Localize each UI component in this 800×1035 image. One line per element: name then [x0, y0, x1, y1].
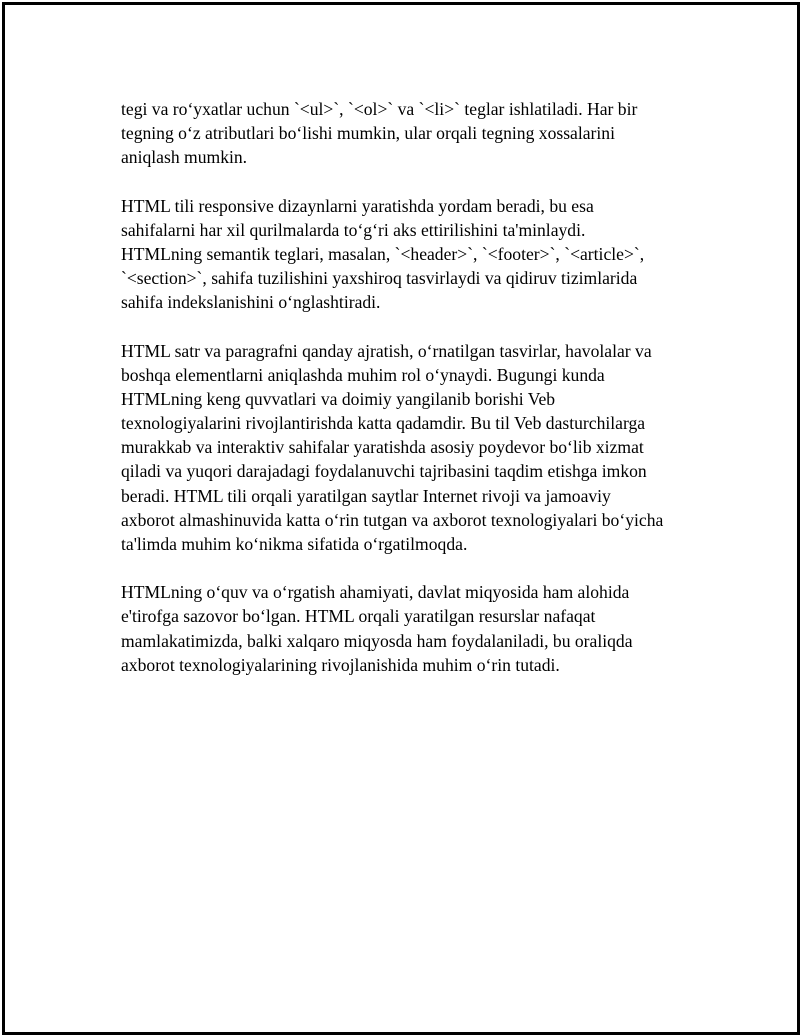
text-line: e'tirofga sazovor bo‘lgan. HTML orqali yaratilgan resurslar nafaqat: [121, 606, 596, 627]
text-line: beradi. HTML tili orqali yaratilgan saytlar Internet rivoji va jamoaviy: [121, 485, 611, 506]
text-line: texnologiyalarini rivojlantirishda katta qadamdir. Bu til Veb dasturchilarga: [121, 413, 646, 434]
text-line: aniqlash mumkin.: [121, 147, 248, 168]
paragraph-3: [121, 339, 701, 557]
paragraph-4: [121, 580, 701, 677]
text-line: sahifalarni har xil qurilmalarda to‘g‘ri aks ettirilishini ta'minlaydi.: [121, 219, 586, 240]
text-line: sahifa indekslanishini o‘nglashtiradi.: [121, 292, 381, 313]
text-line: tegi va ro‘yxatlar uchun `<ul>`, `<ol>` va `<li>` teglar ishlatiladi. Har bir: [121, 99, 638, 119]
text-line: mamlakatimizda, balki xalqaro miqyosda ham foydalaniladi, bu oraliqda: [121, 630, 633, 651]
text-line: qiladi va yuqori darajadagi foydalanuvchi tajribasini taqdim etishga imkon: [121, 461, 647, 482]
text-line: HTMLning o‘quv va o‘rgatish ahamiyati, davlat miqyosida ham alohida: [121, 582, 630, 603]
text-line: HTML satr va paragrafni qanday ajratish, o‘rnatilgan tasvirlar, havolalar va: [121, 340, 652, 361]
text-line: `<section>`, sahifa tuzilishini yaxshiroq tasvirlaydi va qidiruv tizimlarida: [121, 268, 638, 289]
text-line: axborot texnologiyalarining rivojlanishida muhim o‘rin tutadi.: [121, 654, 560, 675]
text-line: HTML tili responsive dizaynlarni yaratishda yordam beradi, bu esa: [121, 195, 594, 216]
paragraph-1: [121, 97, 701, 170]
page-border: [2, 2, 800, 1035]
text-line: murakkab va interaktiv sahifalar yaratishda asosiy poydevor bo‘lib xizmat: [121, 437, 644, 458]
text-line: axborot almashinuvida katta o‘rin tutgan va axborot texnologiyalari bo‘yicha: [121, 509, 664, 530]
paragraph-2: [121, 194, 701, 315]
text-line: tegning o‘z atributlari bo‘lishi mumkin, ular orqali tegning xossalarini: [121, 123, 615, 144]
text-line: HTMLning keng quvvatlari va doimiy yangilanib borishi Veb: [121, 388, 556, 409]
text-line: HTMLning semantik teglari, masalan, `<header>`, `<footer>`, `<article>`,: [121, 243, 645, 264]
document-body: [121, 97, 701, 701]
text-line: ta'limda muhim ko‘nikma sifatida o‘rgatilmoqda.: [121, 534, 468, 554]
text-line: boshqa elementlarni aniqlashda muhim rol o‘ynaydi. Bugungi kunda: [121, 364, 605, 385]
